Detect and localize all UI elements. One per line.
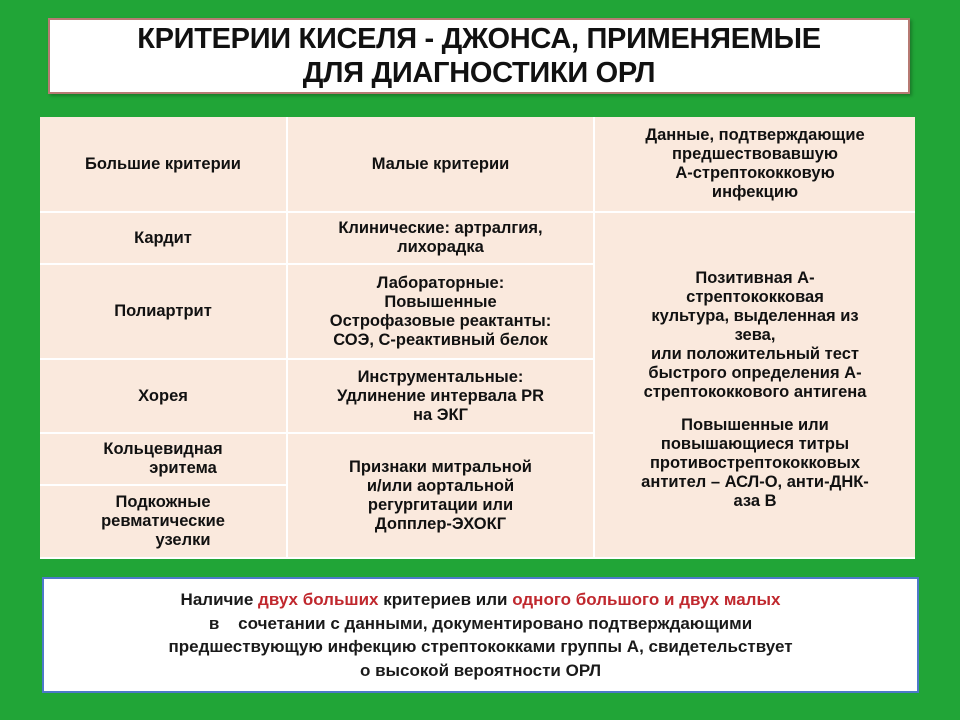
evidence-culture-text: Позитивная А- стрептококковая культура, выделенная из зева, или положительный тест быстрого определения А- стрептококкового антигена — [643, 269, 867, 401]
note-line-4: о высокой вероятности ОРЛ — [359, 660, 602, 680]
evidence-cell — [595, 213, 915, 559]
major-erythema: Кольцевидная эритема — [40, 434, 288, 486]
minor-clinical: Клинические: артралгия, лихорадка — [288, 213, 595, 265]
slide-title — [48, 18, 910, 94]
title-line-2: ДЛЯ ДИАГНОСТИКИ ОРЛ — [302, 57, 656, 89]
header-evidence: Данные, подтверждающие предшествовавшую А-стрептококковую инфекцию — [595, 117, 915, 213]
header-minor: Малые критерии — [288, 117, 595, 213]
minor-instrumental: Инструментальные: Удлинение интервала PR на ЭКГ — [288, 360, 595, 434]
criteria-table — [40, 117, 915, 559]
minor-laboratory: Лабораторные: Повышенные Острофазовые реактанты: СОЭ, С-реактивный белок — [288, 265, 595, 360]
minor-echo-signs: Признаки митральной и/или аортальной регургитации или Допплер-ЭХОКГ — [288, 434, 595, 559]
title-line-1: КРИТЕРИИ КИСЕЛЯ - ДЖОНСА, ПРИМЕНЯЕМЫЕ — [137, 23, 821, 55]
major-polyarthritis: Полиартрит — [40, 265, 288, 360]
note-line-1: Наличие двух больших критериев или одного большого и двух малых — [180, 590, 781, 609]
note-line-2: в сочетании с данными, документировано подтверждающими — [208, 613, 753, 633]
major-nodules: Подкожные ревматические узелки — [40, 486, 288, 559]
conclusion-note — [42, 577, 919, 693]
evidence-titers-text: Повышенные или повышающиеся титры противострептококковых антител – АСЛ-О, анти-ДНК- аза В — [641, 416, 869, 510]
major-chorea: Хорея — [40, 360, 288, 434]
major-carditis: Кардит — [40, 213, 288, 265]
header-major: Большие критерии — [40, 117, 288, 213]
note-line-3: предшествующую инфекцию стрептококками группы А, свидетельствует — [168, 637, 793, 656]
